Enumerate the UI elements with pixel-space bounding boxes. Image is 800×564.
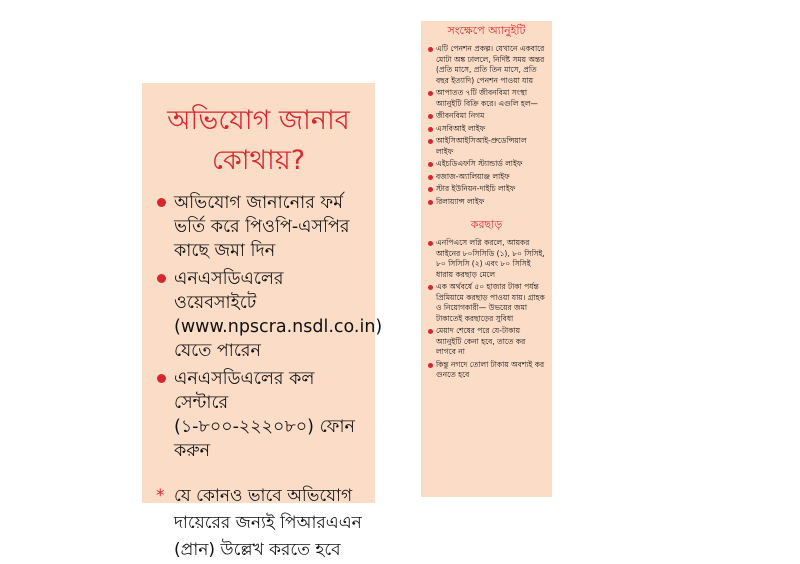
tax-item: এনপিএসে লগ্নি করলে, আয়কর আইনের ৮০সিসিডি (১), ৮০ সিসিই, ৮০ সিসিসি (২) এবং ৮০ সিসিই ধারায় করছাড় মেলে (427, 238, 546, 280)
tax-item: মেয়াদ শেষের পরে যে-টাকায় অ্যানুইটি কেনা হবে, তাতে কর লাগবে না (427, 326, 546, 358)
annuity-item: আপাতত ৭টি জীবনবিমা সংস্থা অ্যানুইটি বিক্রি করে। এগুলি হল— (427, 88, 546, 109)
tax-relief-heading: করছাড় (470, 218, 503, 231)
complaint-note-text: যে কোনও ভাবে অভিযোগ দায়েরের জন্যই পিআরএএন (প্রান) উল্লেখ করতে হবে (174, 486, 362, 560)
annuity-summary-heading: সংক্ষেপে অ্যানুইটি (447, 24, 526, 37)
complaint-note (154, 483, 363, 564)
tax-item: কিন্তু নগদে তোলা টাকায় অবশ্যই কর গুনতে হবে (427, 360, 546, 381)
insurer-item: বজাজ-অ্যালিয়াঞ্জ লাইফ (427, 172, 546, 183)
insurer-item: রিলায়্যান্স লাইফ (427, 197, 546, 208)
complaint-item-form: অভিযোগ জানানোর ফর্ম ভর্তি করে পিওপি-এসপির কাছে জমা দিন (154, 191, 363, 263)
tax-item: এক অর্থবর্ষে ৫০ হাজার টাকা পর্যন্ত প্রিমিয়ামে করছাড় পাওয়া যায়। গ্রাহক ও নিয়োগকারী— উভয়ের জমা টাকাতেই করছাড়ের সুবিধা (427, 282, 546, 324)
annuity-panel (421, 21, 552, 497)
insurer-item: স্টার ইউনিয়ন-দাইচি লাইফ (427, 184, 546, 195)
insurer-item: এইচডিএফসি স্ট্যান্ডার্ড লাইফ (427, 159, 546, 170)
tax-relief-list (427, 238, 546, 381)
insurer-item: জীবনবিমা নিগম (427, 111, 546, 122)
insurer-item: এসবিআই লাইফ (427, 124, 546, 135)
annuity-item: এটি পেনশন প্রকল্প। যেখানে একবারে মোটা অঙ্ক ঢাললে, নির্দিষ্ট সময় অন্তর (প্রতি মাসে, প্রতি তিন মাসে, প্রতি বছর ইত্যাদি) পেনশন পাওয়া যায় (427, 44, 546, 86)
complaint-item-website: এনএসডিএলের ওয়েবসাইটে (www.npscra.nsdl.co.in) যেতে পারেন (154, 267, 363, 363)
complaint-list (154, 191, 383, 463)
insurer-item: আইসিআইসিআই-প্রুডেন্সিয়াল লাইফ (427, 136, 546, 157)
annuity-summary-list (427, 44, 546, 207)
asterisk-icon: * (156, 486, 165, 506)
complaint-panel (142, 83, 383, 560)
complaint-item-callcenter: এনএসডিএলের কল সেন্টারে (১-৮০০-২২২০৮০) ফোন করুন (154, 367, 363, 463)
complaint-title: অভিযোগ জানাব কোথায়? (167, 105, 350, 176)
